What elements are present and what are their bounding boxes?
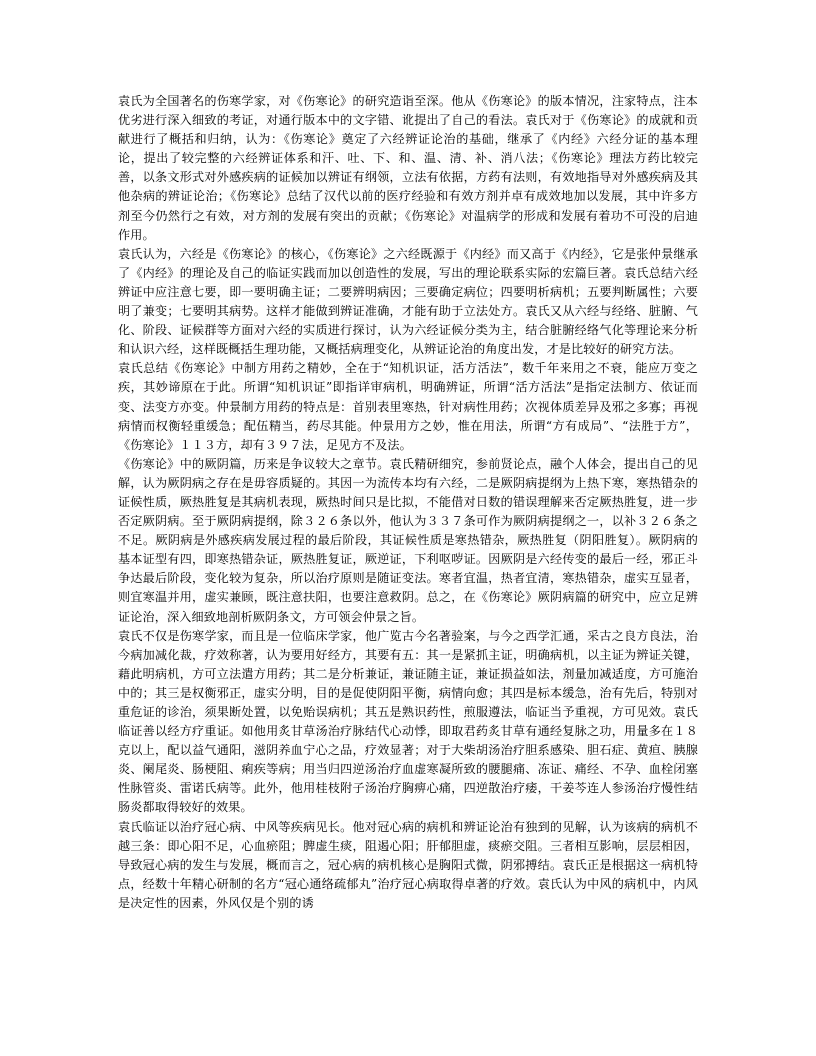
document-body [118,92,698,913]
paragraph: 袁氏认为，六经是《伤寒论》的核心，《伤寒论》之六经既源于《内经》而又高于《内经》，它是张仲景继承了《内经》的理论及自己的临证实践而加以创造性的发展，写出的理论联系实际的宏篇巨著。袁氏总结六经辨证中应注意七要，即一要明确主证；二要辨明病因；三要确定病位；四要明析病机；五要判断属性；六要明了兼变；七要明其病势。这样才能做到辨证准确，才能有助于立法处方。袁氏又从六经与经络、脏腑、气化、阶段、证候群等方面对六经的实质进行探讨，认为六经证候分类为主，结合脏腑经络气化等理论来分析和认识六经，这样既概括生理功能，又概括病理变化，从辨证论治的角度出发，才是比较好的研究方法。 [118,246,698,357]
paragraph: 袁氏为全国著名的伤寒学家，对《伤寒论》的研究造诣至深。他从《伤寒论》的版本情况，注家特点，注本优劣进行深入细致的考证，对通行版本中的文字错、讹提出了自己的看法。袁氏对于《伤寒论》的成就和贡献进行了概括和归纳，认为：《伤寒论》奠定了六经辨证论治的基础，继承了《内经》六经分证的基本理论，提出了较完整的六经辨证体系和汗、吐、下、和、温、清、补、消八法；《伤寒论》理法方药比较完善，以条文形式对外感疾病的证候加以辨证有纲领，立法有依据，方药有法则，有效地指导对外感疾病及其他杂病的辨证论治；《伤寒论》总结了汉代以前的医疗经验和有效方剂并卓有成效地加以发展，其中许多方剂至今仍然行之有效，对方剂的发展有突出的贡献；《伤寒论》对温病学的形成和发展有着功不可没的启迪作用。 [118,94,698,242]
paragraph: 《伤寒论》中的厥阴篇，历来是争议较大之章节。袁氏精研细究，参前贤论点，融个人体会，提出自己的见解，认为厥阴病之存在是毋容质疑的。其因一为流传本均有六经，二是厥阴病提纲为上热下寒，寒热错杂的证候性质，厥热胜复是其病机表现，厥热时间只是比拟，不能借对日数的错误理解来否定厥热胜复，进一步否定厥阴病。至于厥阴病提纲，除３２６条以外，他认为３３７条可作为厥阴病提纲之一，以补３２６条之不足。厥阴病是外感疾病发展过程的最后阶段，其证候性质是寒热错杂，厥热胜复（阴阳胜复）。厥阴病的基本证型有四，即寒热错杂证，厥热胜复证，厥逆证，下利呕哕证。因厥阴是六经传变的最后一经，邪正斗争达最后阶段，变化较为复杂，所以治疗原则是随证变法。寒者宜温，热者宜清，寒热错杂，虚实互显者，则宜寒温并用，虚实兼顾，既注意扶阳，也要注意救阴。总之，在《伤寒论》厥阴病篇的研究中，应立足辨证论治，深入细致地剖析厥阴条文，方可领会仲景之旨。 [118,456,698,624]
paragraph: 袁氏不仅是伤寒学家，而且是一位临床学家，他广览古今名著验案，与今之西学汇通，采古之良方良法，治今病加减化裁，疗效称著，认为要用好经方，其要有五：其一是紧抓主证，明确病机，以主证为辨证关键，藉此明病机，方可立法遣方用药；其二是分析兼证，兼证随主证，兼证损益如法，剂量加减适度，方可施治中的；其三是权衡邪正，虚实分明，目的是促使阴阳平衡，病情向愈；其四是标本缓急，治有先后，特别对重危证的诊治，须果断处置，以免贻误病机；其五是熟识药性，煎服遵法，临证当予重视，方可见效。袁氏临证善以经方疗重证。如他用炙甘草汤治疗脉结代心动悸，即取君药炙甘草有通经复脉之功，用量多在１８克以上，配以益气通阳，滋阴养血宁心之品，疗效显著；对于大柴胡汤治疗胆系感染、胆石症、黄疸、胰腺炎、阑尾炎、肠梗阻、痢疾等病；用当归四逆汤治疗血虚寒凝所致的腰腿痛、冻证、痛经、不孕、血栓闭塞性脉管炎、雷诺氏病等。此外，他用桂枝附子汤治疗胸痹心痛，四逆散治疗痿，干姜芩连人参汤治疗慢性结肠炎都取得较好的效果。 [118,628,698,815]
paragraph: 袁氏总结《伤寒论》中制方用药之精妙，全在于“知机识证，活方活法”，数千年来用之不衰，能应万变之疾，其妙谛原在于此。所谓“知机识证”即指详审病机，明确辨证，所谓“活方活法”是指定法制方、依证而变、法变方亦变。仲景制方用药的特点是：首别表里寒热，针对病性用药；次视体质差异及邪之多寡；再视病情而权衡轻重缓急；配伍精当，药尽其能。仲景用方之妙，惟在用法，所谓“方有成局”、“法胜于方”，《伤寒论》１１３方，却有３９７法，足见方不及法。 [118,361,698,452]
paragraph: 袁氏临证以治疗冠心病、中风等疾病见长。他对冠心病的病机和辨证论治有独到的见解，认为该病的病机不越三条：即心阳不足，心血瘀阻；脾虚生痰，阻遏心阳；肝郁胆虚，痰瘀交阻。三者相互影响，层层相因，导致冠心病的发生与发展，概而言之，冠心病的病机核心是胸阳式微，阴邪搏结。袁氏正是根据这一病机特点，经数十年精心研制的名方“冠心通络疏郁丸”治疗冠心病取得卓著的疗效。袁氏认为中风的病机中，内风是决定性的因素，外风仅是个别的诱 [118,819,698,910]
